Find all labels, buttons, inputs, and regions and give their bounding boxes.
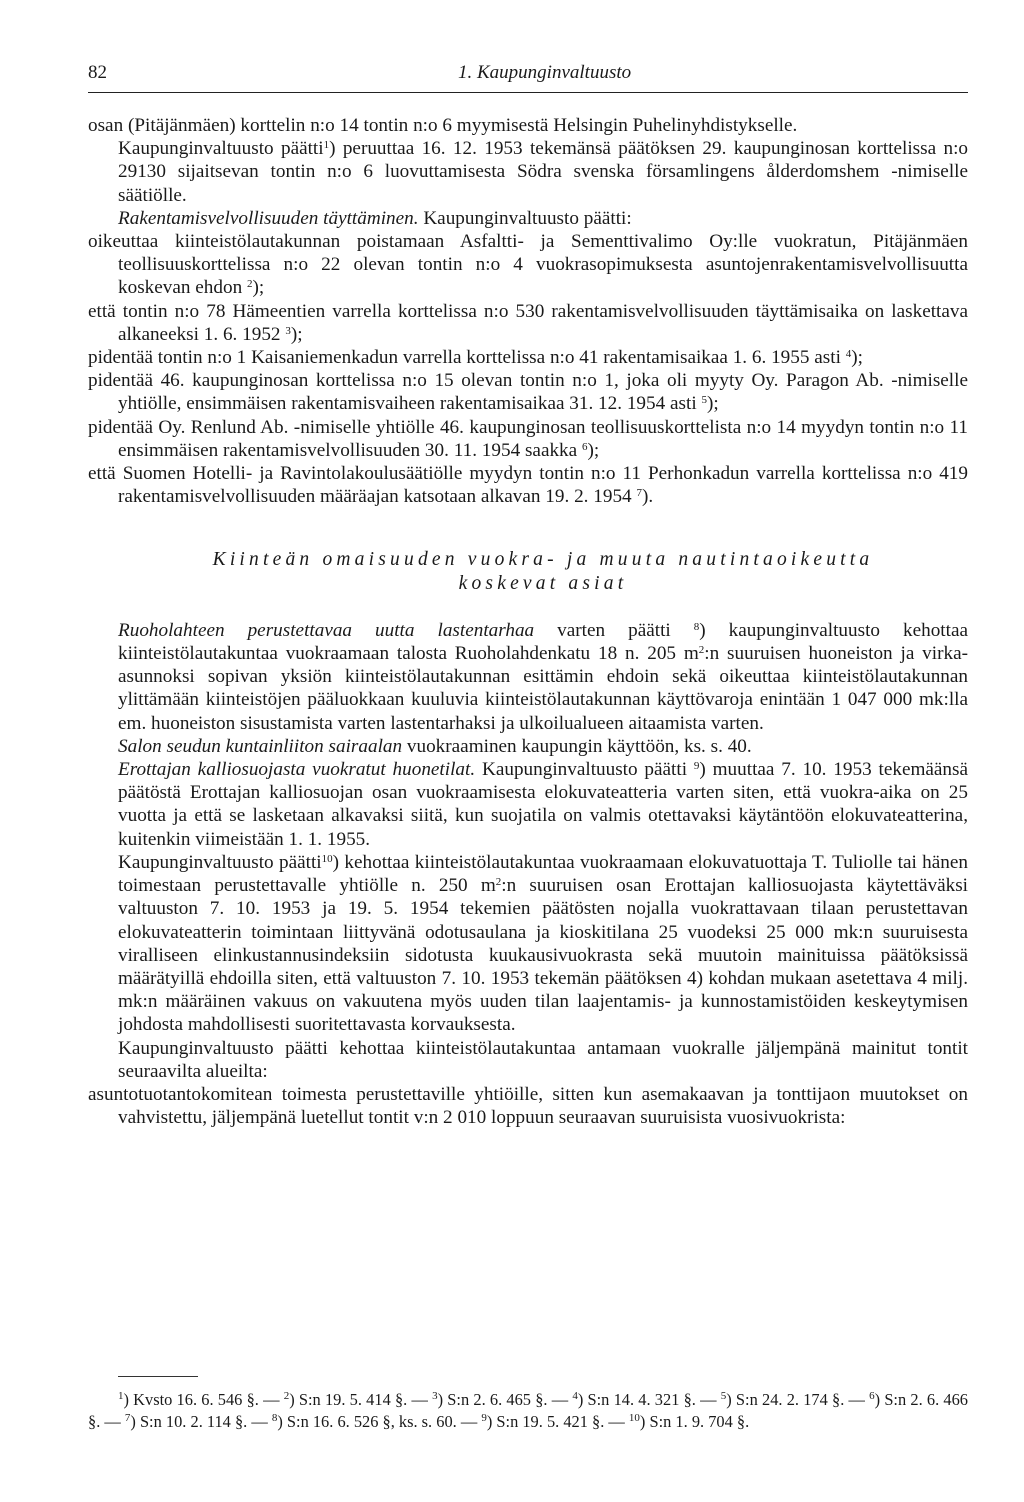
paragraph: asuntotuotantokomitean toimesta perustettaville yhtiöille, sitten kun asemakaavan ja tonttijaon muutokset on vahvistettu, jäljempänä luetellut tontit v:n 2 010 loppuun seuraavan suuruisista vuosivuokrista: <box>88 1083 968 1129</box>
topic-heading: Salon seudun kuntainliiton sairaalan <box>118 735 403 757</box>
footnote-text: ) S:n 16. 6. 526 §, ks. s. 60. — <box>277 1412 482 1431</box>
footnote-text: ) S:n 19. 5. 414 §. — <box>289 1390 433 1409</box>
footnote-text: ) S:n 2. 6. 465 §. — <box>437 1390 573 1409</box>
topic-heading: Erottajan kalliosuojasta vuokratut huonetilat. <box>118 759 476 781</box>
paragraph: pidentää tontin n:o 1 Kaisaniemenkadun varrella korttelissa n:o 41 rakentamisaikaa 1. 6. 1955 asti $^4$); <box>88 347 863 369</box>
footnote-text: ) S:n 1. 9. 704 §. <box>639 1412 750 1431</box>
footnote-marker: 3 <box>432 1390 438 1402</box>
footnote-text: ) S:n 10. 2. 114 §. — <box>130 1412 272 1431</box>
paragraph: että tontin n:o 78 Hämeentien varrella korttelissa n:o 530 rakentamisvelvollisuuden täyttämisaika on laskettava alkaneeksi 1. 6. 1952 $^3$); <box>88 300 968 345</box>
paragraph: Rakentamisvelvollisuuden täyttäminen. Kaupunginvaltuusto päätti: <box>118 207 632 229</box>
footnote-marker: 1 <box>118 1390 124 1402</box>
paragraph: Kaupunginvaltuusto päätti$^{10}$) kehottaa kiinteistölautakuntaa vuokraamaan elokuvatuottaja T. Tuliolle tai hänen toimestaan perustettavalle yhtiölle n. 250 $m^2:n$ suuruisen osan Erottajan kalliosuojasta käytettäväksi valtuuston 7. 10. 1953 ja 19. 5. 1954 tekemien päätösten nojalla vuokrattavaan tilaan perustettavan elokuvateatterin toimintaan liittyvänä odotusaulana ja kioskitilana 25 vuodeksi 25 000 mk:n suuruisesta viralliseen elinkustannusindeksiin sidotusta kuukausivuokrasta sekä muutoin mainituissa päätöksissä määrätyillä ehdoilla siten, että valtuuston 7. 10. 1953 tekemän päätöksen 4) kohdan mukaan asetettava 4 milj. mk:n määräinen vakuus on vakuutena myös uuden tilan laajentamis- ja kunnostamistöiden keskeytymisen johdosta mahdollisesti suoritettavasta korvauksesta. <box>118 851 968 1036</box>
footnotes <box>88 1389 968 1433</box>
paragraph: Kaupunginvaltuusto päätti kehottaa kiinteistölautakuntaa antamaan vuokralle jäljempänä mainitut tontit seuraavilta alueilta: <box>118 1037 968 1082</box>
page-number: 82 <box>88 62 107 83</box>
footnote-marker: 9 <box>481 1412 487 1424</box>
footnote-marker: 7 <box>124 1412 131 1424</box>
footnote-divider <box>118 1376 198 1377</box>
footnote-text: ) Kvsto 16. 6. 546 §. — <box>123 1390 284 1409</box>
footnote-ref: 2 <box>246 278 253 291</box>
footnote-text: ) S:n 2. 6. 466 §. — <box>88 1390 969 1431</box>
topic-heading: Rakentamisvelvollisuuden täyttäminen. <box>118 207 419 229</box>
footnote-ref: 7 <box>636 487 642 500</box>
footnote-ref: 6 <box>581 440 588 453</box>
footnote-ref: 9 <box>693 760 700 773</box>
paragraph: että Suomen Hotelli- ja Ravintolakoulusäätiölle myydyn tontin n:o 11 Perhonkadun varrella korttelissa n:o 419 rakentamisvelvollisuuden määräajan katsotaan alkavan 19. 2. 1954 $^7$). <box>88 463 968 508</box>
footnote-ref: 1 <box>323 139 330 152</box>
footnote-marker: 6 <box>869 1390 875 1402</box>
page-header <box>88 62 968 93</box>
footnote-text: ) S:n 14. 4. 321 §. — <box>577 1390 721 1409</box>
footnote-marker: 8 <box>271 1412 278 1424</box>
footnote-ref: 8 <box>693 620 700 633</box>
topic-heading: Ruoholahteen perustettavaa uutta lastentarhaa <box>118 619 535 641</box>
main-text <box>88 114 969 1129</box>
paragraph: oikeuttaa kiinteistölautakunnan poistamaan Asfaltti- ja Sementtivalimo Oy:lle vuokratun, Pitäjänmäen teollisuuskorttelissa n:o 22 olevan tontin n:o 4 vuokrasopimuksesta asuntojenrakentamisvelvollisuutta koskevan ehdon $^2$); <box>88 231 968 299</box>
footnote-ref: 3 <box>285 324 291 337</box>
footnote-text: ) S:n 24. 2. 174 §. — <box>726 1390 870 1409</box>
paragraph: osan (Pitäjänmäen) korttelin n:o 14 tontin n:o 6 myymisestä Helsingin Puhelinyhdistykselle. <box>88 115 798 136</box>
paragraph: Salon seudun kuntainliiton sairaalan vuokraaminen kaupungin käyttöön, ks. s. 40. <box>118 735 752 757</box>
footnote-marker: 5 <box>720 1390 727 1402</box>
paragraph: pidentää Oy. Renlund Ab. -nimiselle yhtiölle 46. kaupunginosan teollisuuskorttelista n:o 14 myydyn tontin n:o 11 ensimmäisen rakentamisvelvollisuuden 30. 11. 1954 saakka $^6$); <box>88 416 968 461</box>
footnote-marker: 4 <box>572 1390 578 1402</box>
paragraph: Kaupunginvaltuusto päätti$^1$) peruuttaa 16. 12. 1953 tekemänsä päätöksen 29. kaupunginosan korttelissa n:o 29130 sijaitsevan tontin n:o 6 luovuttamisesta Södra svenska församlingens ålderdomshem -nimiselle säätiölle. <box>118 138 968 206</box>
footnote-marker: 10 <box>628 1412 640 1424</box>
footnote-ref: 5 <box>701 394 707 407</box>
paragraph: Ruoholahteen perustettavaa uutta lastentarhaa varten päätti $^8$) kaupunginvaltuusto kehottaa kiinteistölautakuntaa vuokraamaan talosta Ruoholahdenkatu 18 n. 205 $m^2:n$ suuruisen huoneiston ja virka-asunnoksi sopivan yksiön kiinteistölautakunnan esittämin ehdoin sekä oikeuttaa kiinteistölautakunnan ylittämään kiinteistöjen pääluokkaan kuuluvia kiinteistölautakunnan käyttövaroja enintään 1 047 000 mk:lla em. huoneiston sisustamista varten lastentarhaksi ja ulkoilualueen aitaamista varten. <box>118 619 969 734</box>
section-heading: Kiinteän omaisuuden vuokra- ja muuta nautintaoikeutta koskevat asiat <box>212 549 874 594</box>
footnote-marker: 2 <box>283 1390 290 1402</box>
paragraph: pidentää 46. kaupunginosan korttelissa n:o 15 olevan tontin n:o 1, joka oli myyty Oy. Paragon Ab. -nimiselle yhtiölle, ensimmäisen rakentamisvaiheen rakentamisaikaa 31. 12. 1954 asti $^5$); <box>88 370 968 415</box>
footnote-ref: 10 <box>321 852 333 865</box>
footnote-text: ) S:n 19. 5. 421 §. — <box>486 1412 629 1431</box>
footnote-ref: 4 <box>845 348 852 361</box>
running-title: 1. Kaupunginvaltuusto <box>458 62 632 83</box>
paragraph: Erottajan kalliosuojasta vuokratut huonetilat. Kaupunginvaltuusto päätti $^9$) muuttaa 7. 10. 1953 tekemäänsä päätöstä Erottajan kalliosuojan osan vuokraamisesta elokuvateatteria varten siten, että vuokra-aika on 25 vuotta ja että se lasketaan alkavaksi siitä, kun suojatila on valmis otettavaksi käytäntöön elokuvateatterina, kuitenkin viimeistään 1. 1. 1955. <box>118 759 968 850</box>
